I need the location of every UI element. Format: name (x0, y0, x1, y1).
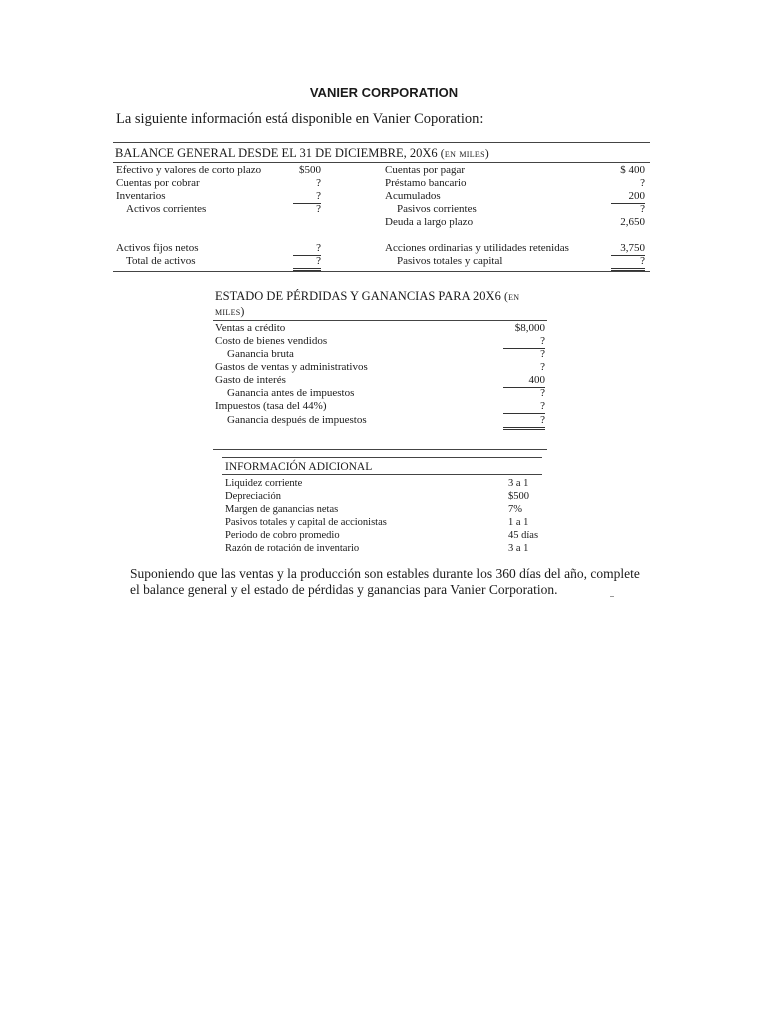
ai-row (222, 529, 542, 542)
is-label: Ventas a crédito (215, 322, 286, 334)
ai-row (222, 542, 542, 555)
additional-info-header: INFORMACIÓN ADICIONAL (222, 457, 542, 475)
bs-row-total-liabilities-equity (113, 255, 650, 268)
stray-mark (610, 596, 614, 597)
bs-label: Efectivo y valores de corto plazo (116, 164, 262, 176)
bs-label: Acumulados (385, 190, 441, 202)
bs-row-long-term-debt (113, 216, 650, 229)
is-row (213, 335, 547, 348)
is-value: 400 (503, 374, 545, 388)
bs-row-accruals (113, 190, 650, 203)
ai-label: Razón de rotación de inventario (225, 543, 360, 554)
bs-value: ? (640, 203, 645, 215)
ai-label: Liquidez corriente (225, 478, 303, 489)
is-row (213, 374, 547, 387)
bs-label: Pasivos corrientes (397, 203, 477, 215)
bs-row-current-liabilities (113, 203, 650, 216)
bs-value: ? (293, 255, 321, 271)
closing-instructions: Suponiendo que las ventas y la producción son estables durante los 360 días del año, complete el balance general y el estado de pérdidas y ganancias para Vanier Corporation. (130, 566, 640, 597)
ai-value: $500 (508, 491, 529, 502)
is-row (213, 387, 547, 400)
document-title: VANIER CORPORATION (309, 85, 459, 100)
additional-info (222, 457, 542, 575)
is-value: ? (540, 387, 545, 399)
bs-value: ? (316, 203, 321, 215)
bs-label: Inventarios (116, 190, 166, 202)
balance-sheet-title: BALANCE GENERAL DESDE EL 31 DE DICIEMBRE, 20X6 (115, 146, 438, 160)
bs-label: Acciones ordinarias y utilidades retenidas (385, 242, 569, 254)
bs-value: 200 (611, 190, 645, 204)
balance-sheet-header (113, 142, 650, 163)
is-label: Costo de bienes vendidos (215, 335, 328, 347)
is-label: Impuestos (tasa del 44%) (215, 400, 327, 412)
bs-row-bank-loan (113, 177, 650, 190)
intro-text: La siguiente información está disponible en Vanier Coporation: (116, 111, 484, 127)
is-label: Gasto de interés (215, 374, 286, 386)
bs-row-payables (113, 164, 650, 177)
is-label: Ganancia bruta (227, 348, 294, 360)
is-row (213, 322, 547, 335)
balance-sheet (113, 142, 650, 272)
ai-row (222, 516, 542, 529)
bs-label: Activos fijos netos (116, 242, 199, 254)
is-label: Ganancia antes de impuestos (227, 387, 355, 399)
ai-label: Depreciación (225, 491, 281, 502)
bs-label: Cuentas por cobrar (116, 177, 200, 189)
is-label: Gastos de ventas y administrativos (215, 361, 368, 373)
ai-row (222, 503, 542, 516)
bs-label: Cuentas por pagar (385, 164, 466, 176)
bs-value: ? (316, 177, 321, 189)
is-value: ? (503, 335, 545, 349)
bs-value: $500 (299, 164, 321, 176)
is-row (213, 348, 547, 361)
ai-row (222, 490, 542, 503)
additional-info-body (222, 475, 542, 575)
ai-value: 3 a 1 (508, 543, 529, 554)
income-statement-header (213, 286, 547, 321)
is-value: ? (503, 414, 545, 430)
ai-label: Margen de ganancias netas (225, 504, 339, 515)
is-value: ? (540, 348, 545, 360)
bs-value: ? (611, 255, 645, 271)
ai-row (222, 477, 542, 490)
income-statement-title: ESTADO DE PÉRDIDAS Y GANANCIAS PARA 20X6 (215, 289, 501, 303)
bs-label: Deuda a largo plazo (385, 216, 474, 228)
is-value: ? (503, 400, 545, 414)
is-value: ? (540, 361, 545, 373)
ai-value: 3 a 1 (508, 478, 529, 489)
bs-label: Préstamo bancario (385, 177, 467, 189)
bs-row-equity (113, 242, 650, 255)
is-row (213, 414, 547, 427)
income-statement-body (213, 321, 547, 450)
ai-value: 1 a 1 (508, 517, 529, 528)
is-label: Ganancia después de impuestos (227, 414, 367, 426)
bs-label: Pasivos totales y capital (397, 255, 503, 267)
ai-label: Pasivos totales y capital de accionistas (225, 517, 387, 528)
bs-value: 3,750 (611, 242, 645, 256)
income-statement (213, 286, 547, 450)
bs-value: $ 400 (620, 164, 645, 176)
bs-value: ? (293, 242, 321, 256)
income-statement-unit: (en miles) (215, 291, 520, 318)
bs-value: ? (640, 177, 645, 189)
ai-value: 45 días (508, 530, 539, 541)
bs-value: 2,650 (620, 216, 645, 228)
ai-label: Periodo de cobro promedio (225, 530, 340, 541)
is-row (213, 400, 547, 413)
bs-value: ? (293, 190, 321, 204)
bs-label: Activos corrientes (126, 203, 207, 215)
is-value: $8,000 (514, 322, 545, 334)
ai-value: 7% (508, 504, 522, 515)
is-row (213, 361, 547, 374)
balance-sheet-body (113, 163, 650, 272)
bs-label: Total de activos (126, 255, 196, 267)
balance-sheet-unit: (en miles) (440, 148, 489, 160)
